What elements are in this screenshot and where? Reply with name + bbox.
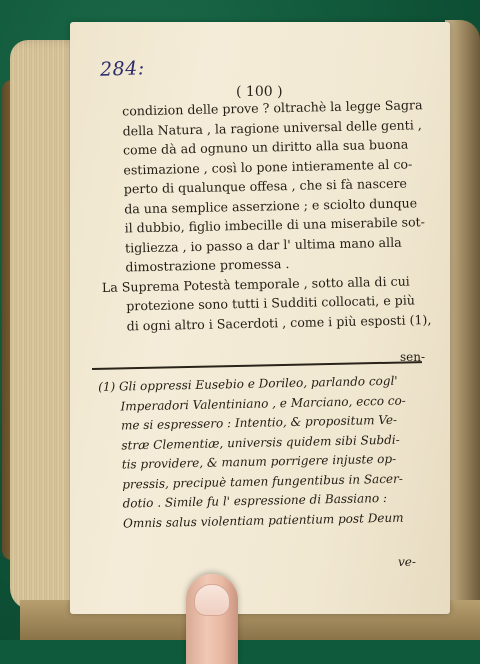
page-number: ( 100 ) [236,84,283,100]
footnote-catchword: ve- [398,555,416,569]
footnote-line: pressis, precipuè tamen fungentibus in Sacer- [122,471,403,492]
footnote-line: tis providere, & manum porrigere injuste op- [121,451,397,472]
footnote-line: (1) Gli oppressi Eusebio e Dorileo, parlando cogl' [98,373,398,394]
text-line: perto di qualunque offesa , che si fà nascere [123,175,408,197]
footnote-line: me si espressero : Intentio, & propositum Ve- [120,412,398,433]
footnote-line: Omnis salus violentiam patientium post Deum [122,510,404,531]
footnote-line: dotio . Simile fu l' espressione di Bassiano : [122,490,388,511]
main-catchword: sen- [400,350,426,364]
text-line: della Natura , la ragione universal delle genti , [122,116,422,138]
footnote-line: Imperadori Valentiniano , e Marciano, ecco co- [120,393,406,414]
text-line: tigliezza , io passo a dar l' ultima mano alla [124,234,402,255]
text-line: da una semplice asserzione ; e sciolto dunque [124,194,418,216]
text-line: condizion delle prove ? oltrachè la legge Sagra [122,97,423,119]
fingernail [194,584,230,616]
text-line: il dubbio, figlio imbecille di una miserabile sot- [124,214,426,236]
footnote-line: stræ Clementiæ, universis quidem sibi Subdi- [121,432,400,453]
footnote-block [98,371,431,534]
text-line: come dà ad ognuno un diritto alla sua buona [122,136,409,158]
main-text-block [98,95,432,336]
text-line: dimostrazione promessa . [125,256,290,275]
text-line: estimazione , così lo pone intieramente al co- [123,155,413,177]
text-line: protezione sono tutti i Sudditi collocati, e più [126,292,416,314]
handwritten-note: 284: [99,57,146,81]
text-line: di ogni altro i Sacerdoti , come i più esposti (1), [126,311,432,333]
facing-page-edge [445,20,480,640]
text-line: La Suprema Potestà temporale , sotto alla di cui [101,273,410,295]
